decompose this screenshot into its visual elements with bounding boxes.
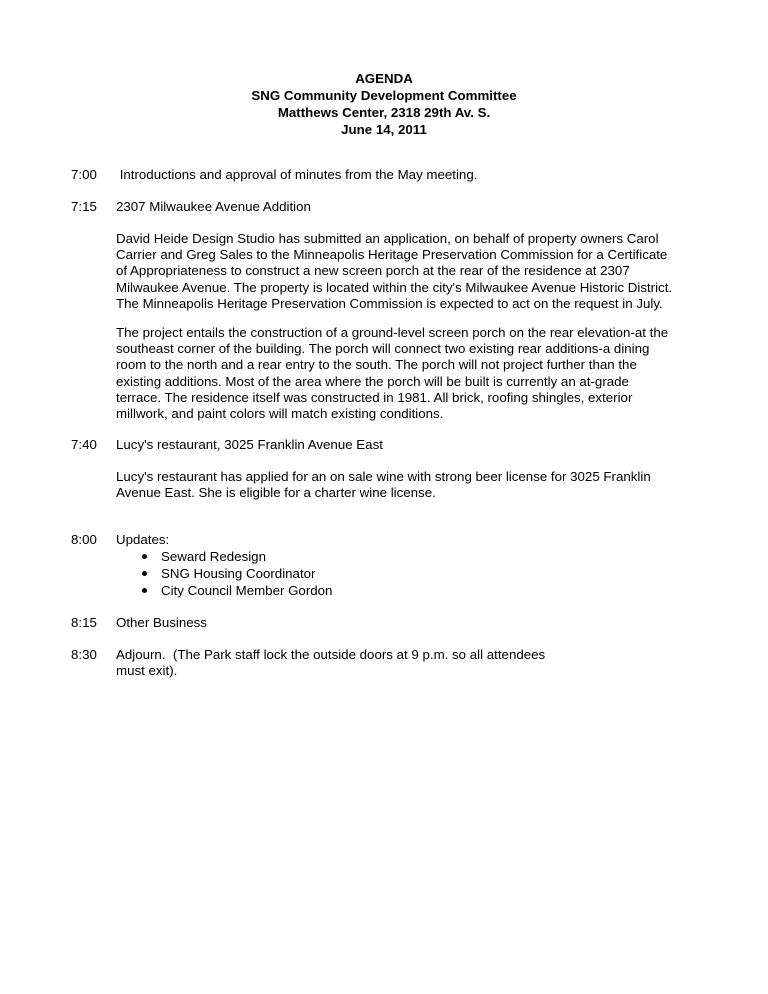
lucys-license-paragraph: Lucy's restaurant has applied for an on sale wine with strong beer license for 3025 Franklin Avenue East. She is eligible for a charter wine license.	[116, 469, 651, 501]
agenda-item-title: Introductions and approval of minutes from the May meeting.	[116, 167, 478, 182]
list-item	[116, 582, 332, 599]
agenda-item-time: 8:15	[71, 615, 97, 630]
agenda-item-title: Adjourn. (The Park staff lock the outside doors at 9 p.m. so all attendees	[116, 647, 546, 662]
agenda-heading: AGENDA	[355, 71, 413, 86]
bullet-icon	[142, 554, 147, 559]
committee-name: SNG Community Development Committee	[251, 88, 517, 103]
bullet-icon	[142, 588, 147, 593]
agenda-item-adjourn	[71, 647, 711, 681]
meeting-date: June 14, 2011	[341, 122, 427, 137]
agenda-item-title: Lucy's restaurant, 3025 Franklin Avenue East	[116, 437, 383, 452]
agenda-item-title: Updates:	[116, 532, 170, 547]
agenda-item-other-business	[71, 615, 711, 632]
list-item-label: Seward Redesign	[161, 549, 266, 564]
list-item	[116, 565, 332, 582]
milwaukee-project-paragraph: The project entails the construction of a ground-level screen porch on the rear elevation-at the southeast corner of the building. The porch will connect two existing rear additions-a dining room to the north and a rear entry to the south. The porch will not project further than the existing additions. Most of the area where the porch will be built is currently an at-grade terrace. The residence itself was constructed in 1981. All brick, roofing shingles, exterior millwork, and paint colors will match existing conditions.	[116, 325, 669, 422]
agenda-item-introductions	[71, 167, 711, 184]
list-item	[116, 548, 332, 565]
list-item-label: SNG Housing Coordinator	[161, 566, 316, 581]
agenda-item-title: Other Business	[116, 615, 207, 630]
agenda-item-time: 7:40	[71, 437, 97, 452]
agenda-item-milwaukee-avenue	[71, 199, 711, 216]
list-item-label: City Council Member Gordon	[161, 583, 333, 598]
milwaukee-application-paragraph: David Heide Design Studio has submitted an application, on behalf of property owners Carol Carrier and Greg Sales to the Minneapolis Heritage Preservation Commission for a Certificate of Appropriateness to construct a new screen porch at the rear of the residence at 2307 Milwaukee Avenue. The property is located within the city's Milwaukee Avenue Historic District. The Minneapolis Heritage Preservation Commission is expected to act on the request in July.	[116, 231, 673, 311]
agenda-item-title: 2307 Milwaukee Avenue Addition	[116, 199, 311, 214]
agenda-header	[0, 70, 768, 138]
agenda-item-time: 7:15	[71, 199, 97, 214]
agenda-item-time: 8:30	[71, 647, 97, 662]
updates-list	[116, 548, 332, 599]
agenda-item-time: 8:00	[71, 532, 97, 547]
agenda-item-lucys-restaurant	[71, 437, 711, 454]
agenda-item-time: 7:00	[71, 167, 97, 182]
agenda-item-updates	[71, 532, 711, 549]
agenda-item-title-continued: must exit).	[116, 663, 178, 678]
meeting-location: Matthews Center, 2318 29th Av. S.	[277, 105, 491, 120]
bullet-icon	[142, 571, 147, 576]
